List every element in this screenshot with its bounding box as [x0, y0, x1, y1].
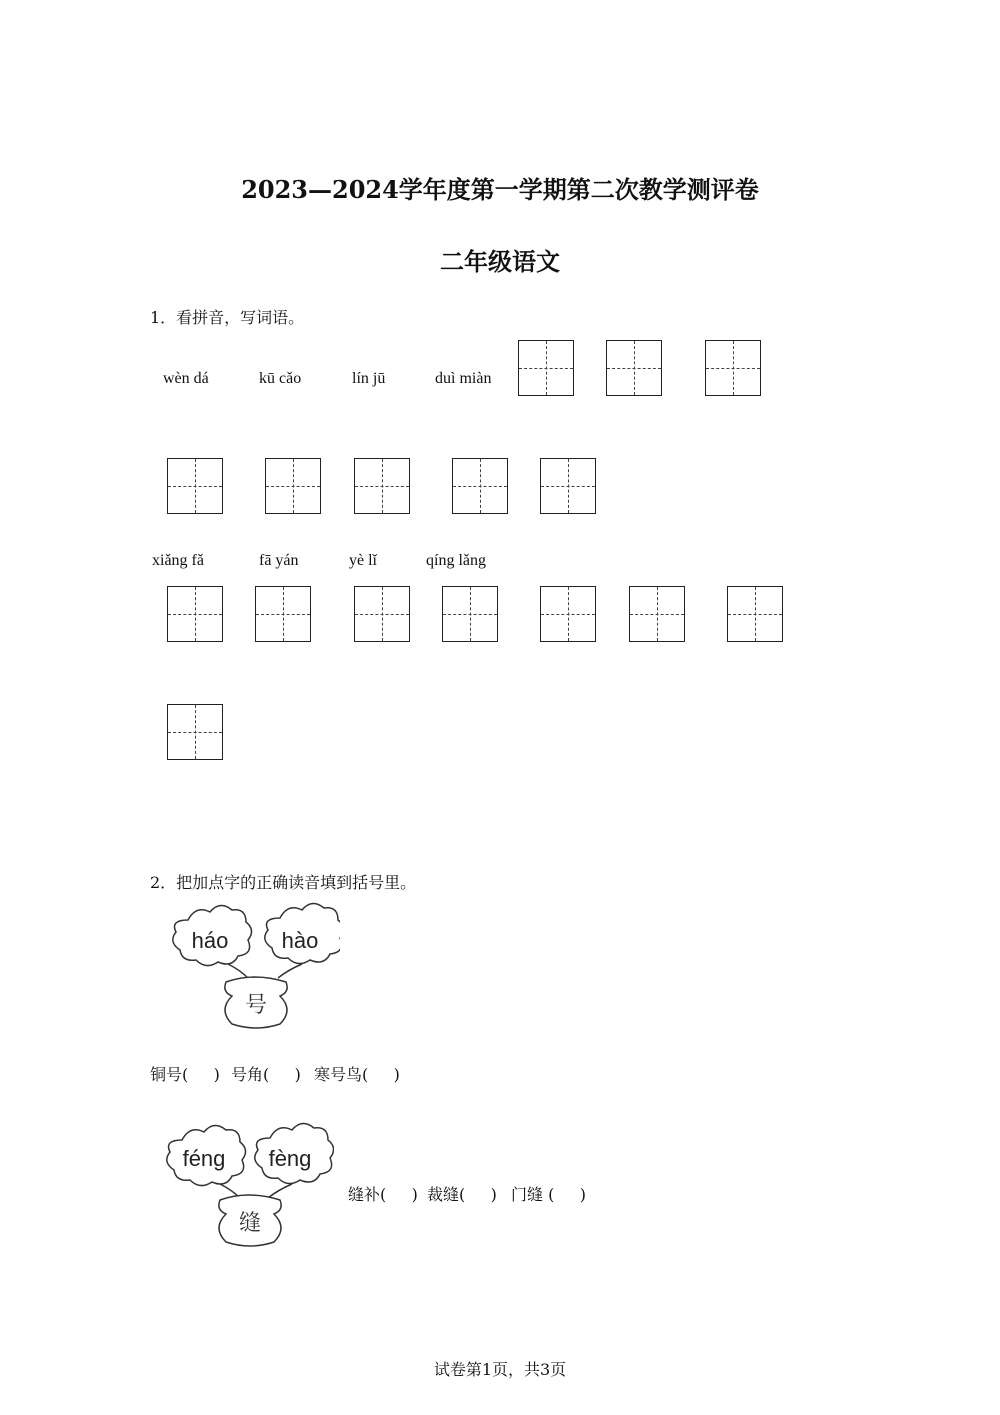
pinyin-7: yè lǐ: [349, 552, 377, 569]
reading-feng4: fèng: [268, 1146, 312, 1171]
fill-item: 门缝 ( ): [511, 1185, 587, 1204]
reading-hao4: hào: [281, 928, 319, 953]
fill-item: 号角( ): [231, 1065, 301, 1084]
jar-char-hao: 号: [244, 993, 268, 1018]
exam-subtitle: 二年级语文: [440, 247, 560, 276]
fill-item: 寒号鸟( ): [314, 1065, 400, 1084]
jar-char-feng: 缝: [238, 1211, 262, 1236]
pinyin-5: xiǎng fǎ: [152, 552, 204, 569]
writing-box[interactable]: [540, 586, 596, 642]
question-1-prompt: 1．看拼音，写词语。: [150, 308, 305, 327]
question-2-prompt: 2．把加点字的正确读音填到括号里。: [150, 873, 417, 892]
writing-box[interactable]: [540, 458, 596, 514]
pinyin-1: wèn dá: [163, 370, 209, 387]
pinyin-3: lín jū: [352, 370, 386, 387]
writing-box[interactable]: [705, 340, 761, 396]
writing-box[interactable]: [255, 586, 311, 642]
writing-box[interactable]: [167, 458, 223, 514]
writing-box[interactable]: [606, 340, 662, 396]
page-footer: 试卷第1页，共3页: [433, 1360, 567, 1379]
writing-box[interactable]: [354, 586, 410, 642]
writing-box[interactable]: [452, 458, 508, 514]
pinyin-6: fā yán: [259, 552, 299, 569]
reading-hao: háo: [191, 928, 229, 953]
pinyin-8: qíng lǎng: [426, 552, 486, 569]
writing-box[interactable]: [629, 586, 685, 642]
fill-item: 铜号( ): [150, 1065, 220, 1084]
writing-box[interactable]: [518, 340, 574, 396]
writing-box[interactable]: [167, 586, 223, 642]
cloud-jar-illustration-feng: [162, 1120, 334, 1248]
writing-box[interactable]: [442, 586, 498, 642]
reading-feng2: féng: [182, 1146, 226, 1171]
pinyin-2: kū cǎo: [259, 370, 302, 387]
pinyin-4: duì miàn: [435, 370, 492, 387]
fill-item: 缝补( ): [348, 1185, 418, 1204]
fill-item: 裁缝( ): [427, 1185, 497, 1204]
writing-box[interactable]: [354, 458, 410, 514]
writing-box[interactable]: [727, 586, 783, 642]
cloud-jar-illustration-hao: [168, 900, 340, 1030]
writing-box[interactable]: [265, 458, 321, 514]
writing-box[interactable]: [167, 704, 223, 760]
exam-title: 2023—2024学年度第一学期第二次教学测评卷: [241, 175, 759, 204]
